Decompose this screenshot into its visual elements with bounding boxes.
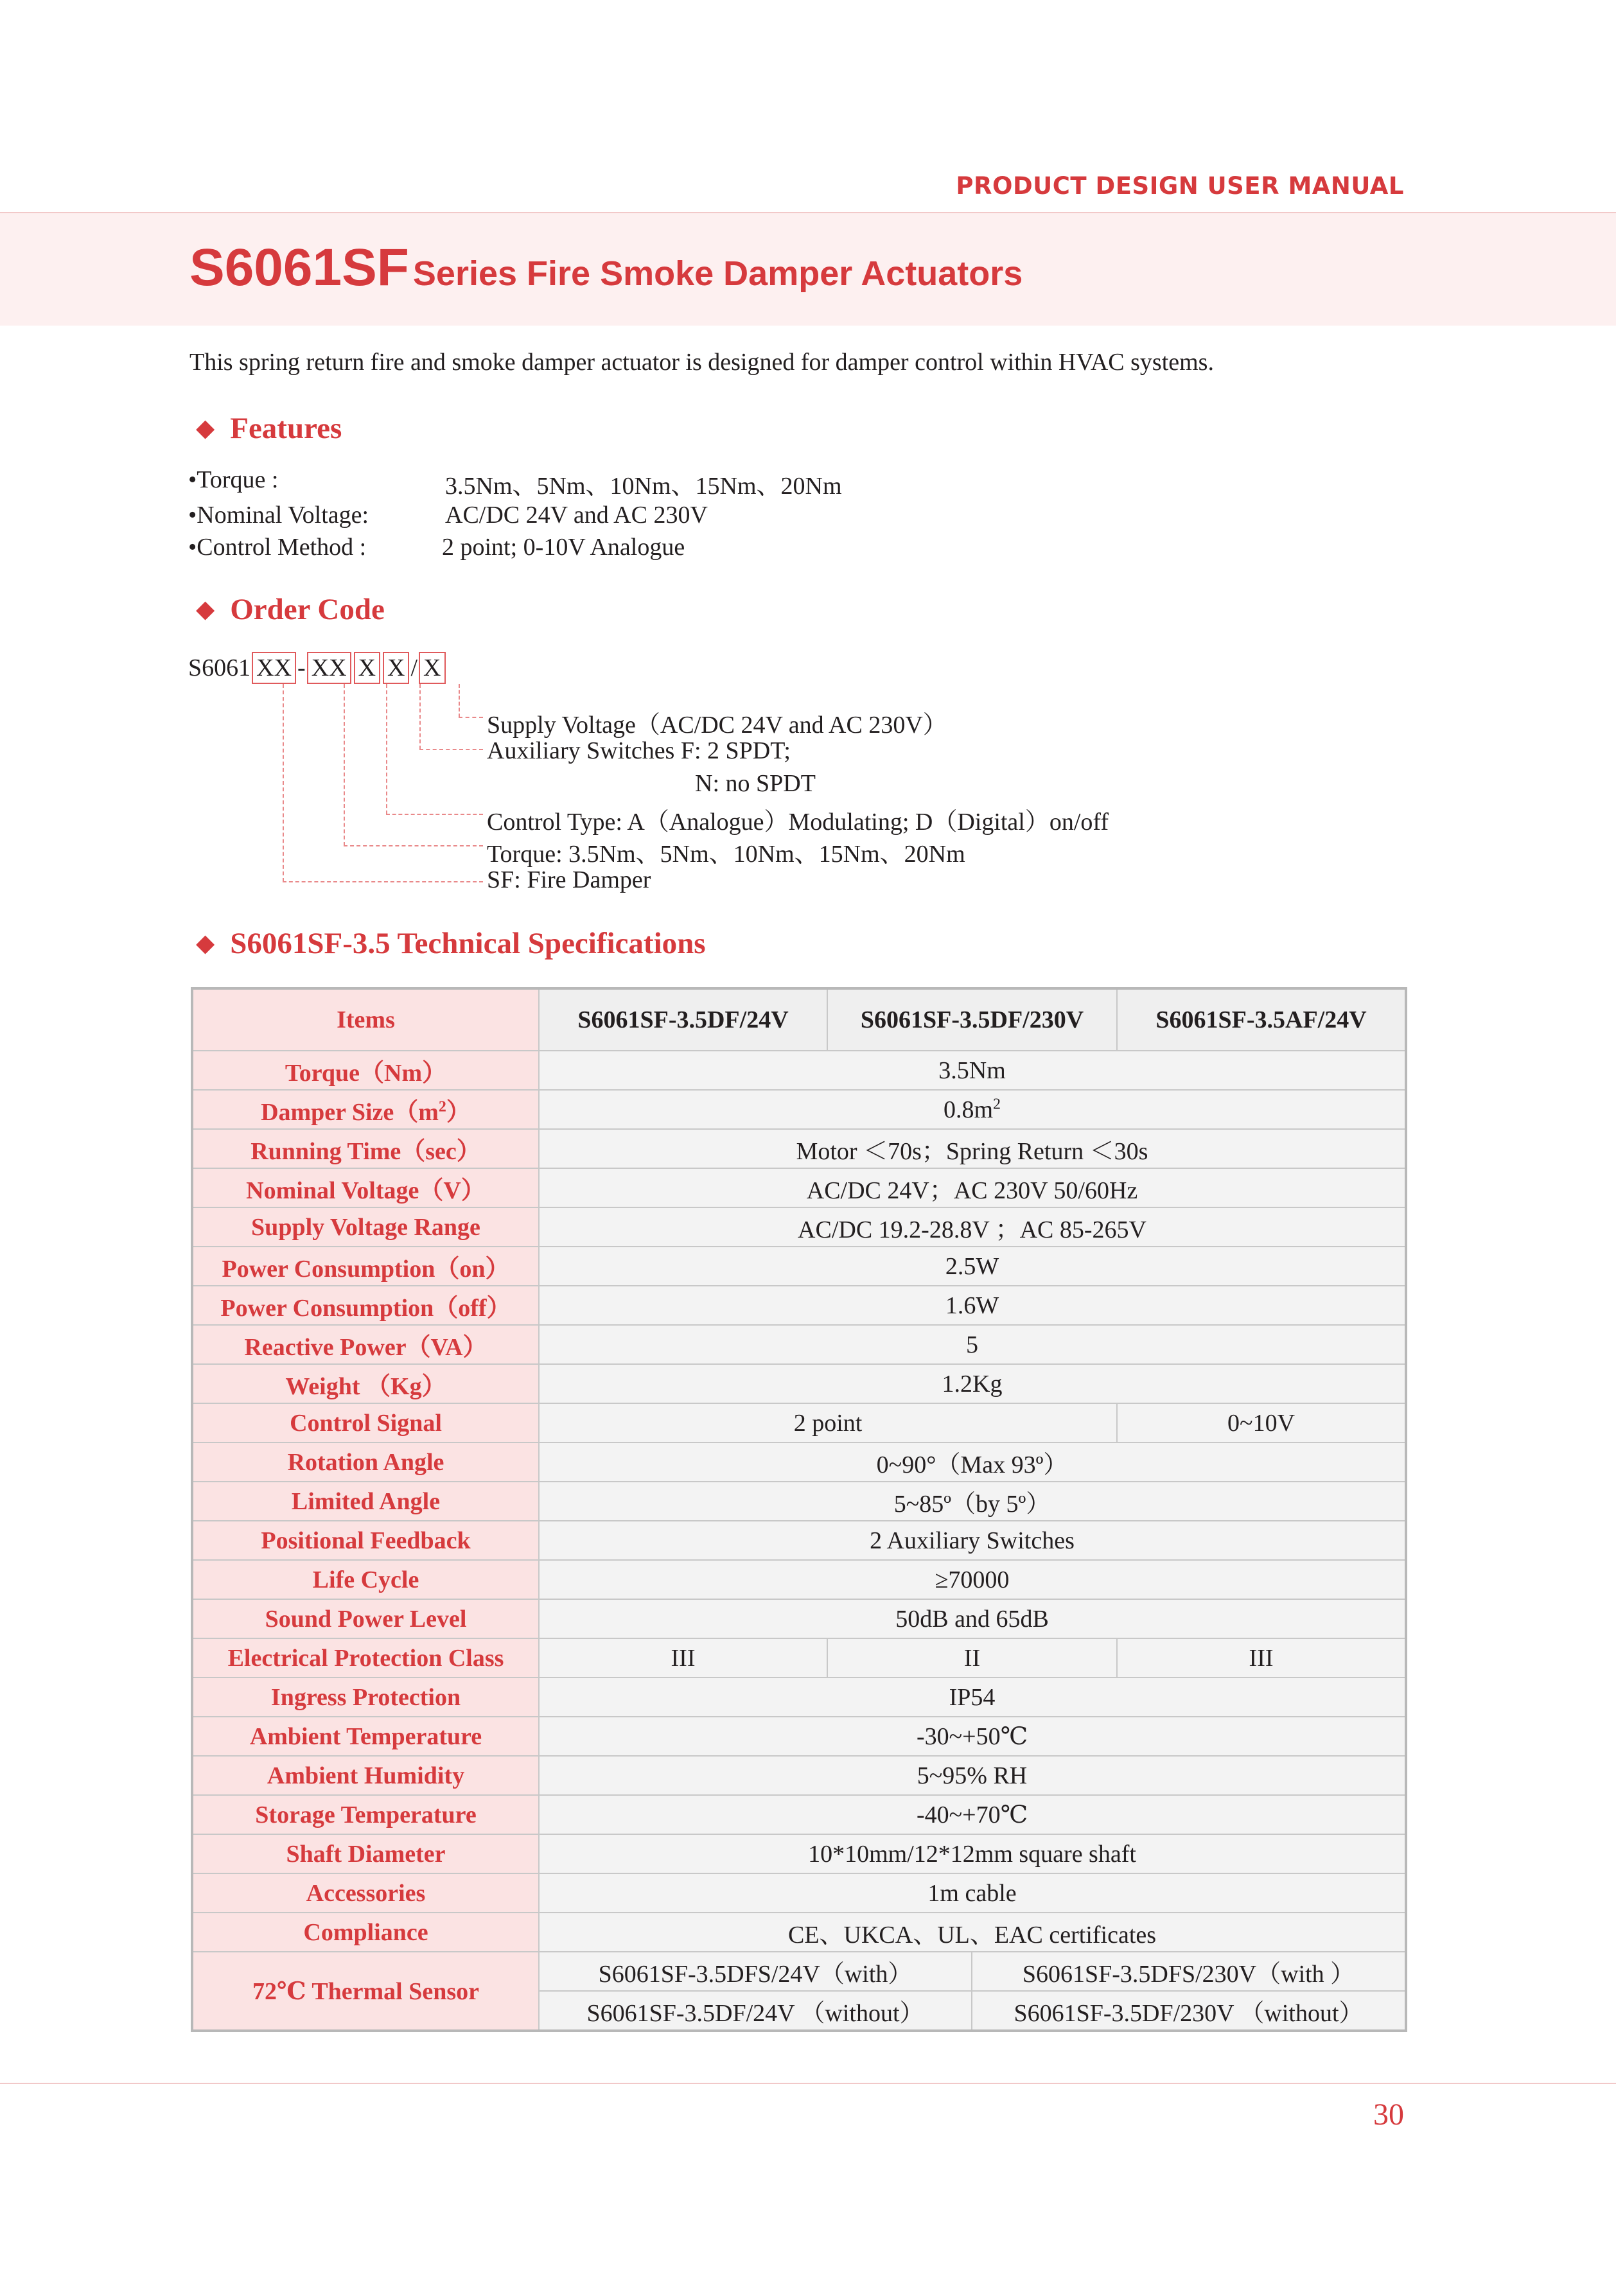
table-row xyxy=(192,1403,1406,1442)
table-row xyxy=(192,1090,1406,1129)
features-heading xyxy=(196,411,342,446)
row-value: 3.5Nm xyxy=(539,1051,1406,1090)
row-label: Ambient Humidity xyxy=(192,1756,539,1795)
intro-text: This spring return fire and smoke damper actuator is designed for damper control within HVAC systems. xyxy=(189,349,1214,376)
row-value: IP54 xyxy=(539,1678,1406,1717)
table-row xyxy=(192,1599,1406,1638)
row-value: 1.2Kg xyxy=(539,1364,1406,1403)
order-code-prefix: S6061 xyxy=(188,654,251,681)
row-value: 1m cable xyxy=(539,1873,1406,1913)
connector-line xyxy=(459,717,483,718)
row-value: 5~95% RH xyxy=(539,1756,1406,1795)
row-value: 5 xyxy=(539,1325,1406,1364)
row-label: Nominal Voltage（V） xyxy=(192,1168,539,1207)
row-value: CE、UKCA、UL、EAC certificates xyxy=(539,1913,1406,1952)
order-code-separator: - xyxy=(297,654,306,681)
page-number: 30 xyxy=(1373,2098,1404,2132)
table-row xyxy=(192,1521,1406,1560)
manual-label: PRODUCT DESIGN USER MANUAL xyxy=(956,172,1404,200)
row-value: -30~+50℃ xyxy=(539,1717,1406,1756)
diamond-bullet-icon: ◆ xyxy=(196,415,215,442)
order-code-desc: Auxiliary Switches F: 2 SPDT; xyxy=(487,737,791,764)
row-value: 50dB and 65dB xyxy=(539,1599,1406,1638)
table-row xyxy=(192,1834,1406,1873)
table-row xyxy=(192,1795,1406,1834)
row-label: Accessories xyxy=(192,1873,539,1913)
row-label xyxy=(192,1090,539,1129)
row-value-sup: 2 xyxy=(993,1095,1001,1112)
row-value: -40~+70℃ xyxy=(539,1795,1406,1834)
connector-line xyxy=(386,814,483,815)
table-row xyxy=(192,1560,1406,1599)
order-code-box: X xyxy=(354,652,380,684)
row-value: 0~90°（Max 93º） xyxy=(539,1442,1406,1482)
row-value: 2 point xyxy=(539,1403,1117,1442)
title-series: Series Fire Smoke Damper Actuators xyxy=(412,254,1023,293)
row-value: S6061SF-3.5DFS/24V（with） xyxy=(539,1952,972,1991)
row-label: Power Consumption（off） xyxy=(192,1286,539,1325)
order-code-desc: Supply Voltage（AC/DC 24V and AC 230V） xyxy=(487,712,947,739)
feature-label: •Control Method : xyxy=(188,534,367,561)
row-label: Positional Feedback xyxy=(192,1521,539,1560)
table-row xyxy=(192,1286,1406,1325)
features-heading-text: Features xyxy=(230,412,342,445)
table-row xyxy=(192,1442,1406,1482)
row-label: Ingress Protection xyxy=(192,1678,539,1717)
row-label: Shaft Diameter xyxy=(192,1834,539,1873)
row-label: Weight （Kg） xyxy=(192,1364,539,1403)
row-value: AC/DC 24V；AC 230V 50/60Hz xyxy=(539,1168,1406,1207)
row-label: Ambient Temperature xyxy=(192,1717,539,1756)
connector-line xyxy=(283,881,483,882)
table-header-row xyxy=(192,988,1406,1051)
row-label-text: Damper Size（m xyxy=(261,1099,439,1126)
page-title xyxy=(189,238,1023,298)
row-label-end: ） xyxy=(446,1099,471,1126)
table-row xyxy=(192,1913,1406,1952)
row-label: Supply Voltage Range xyxy=(192,1207,539,1247)
row-label: Reactive Power（VA） xyxy=(192,1325,539,1364)
row-label: Life Cycle xyxy=(192,1560,539,1599)
connector-line xyxy=(419,749,483,750)
row-label: Sound Power Level xyxy=(192,1599,539,1638)
row-value: 2 Auxiliary Switches xyxy=(539,1521,1406,1560)
table-row xyxy=(192,1364,1406,1403)
row-value: ≥70000 xyxy=(539,1560,1406,1599)
row-value: III xyxy=(539,1638,827,1678)
order-code-separator: / xyxy=(410,654,418,681)
feature-row xyxy=(188,501,959,533)
order-code-desc: N: no SPDT xyxy=(695,770,816,797)
row-label: Compliance xyxy=(192,1913,539,1952)
table-row xyxy=(192,1678,1406,1717)
connector-line xyxy=(459,684,460,717)
title-model: S6061SF xyxy=(189,238,409,297)
header-col3: S6061SF-3.5AF/24V xyxy=(1117,988,1406,1051)
feature-value: 2 point; 0-10V Analogue xyxy=(442,534,685,561)
table-row xyxy=(192,1247,1406,1286)
row-value: III xyxy=(1117,1638,1406,1678)
row-value: Motor ＜70s；Spring Return ＜30s xyxy=(539,1129,1406,1168)
connector-line xyxy=(344,845,483,846)
order-code-box: X xyxy=(419,652,445,684)
row-label: Limited Angle xyxy=(192,1482,539,1521)
table-row xyxy=(192,1952,1406,1991)
order-code-desc: Control Type: A（Analogue）Modulating; D（Digital）on/off xyxy=(487,809,1109,836)
row-value-text: 0.8m xyxy=(943,1096,994,1123)
row-label: Rotation Angle xyxy=(192,1442,539,1482)
row-value: S6061SF-3.5DFS/230V（with ） xyxy=(972,1952,1406,1991)
order-code-box: XX xyxy=(307,652,351,684)
order-code-pattern xyxy=(188,652,447,684)
row-value: 5~85º（by 5º） xyxy=(539,1482,1406,1521)
row-label: 72℃ Thermal Sensor xyxy=(192,1952,539,2031)
order-code-desc: SF: Fire Damper xyxy=(487,866,651,893)
connector-line xyxy=(283,684,284,882)
footer-divider xyxy=(0,2083,1616,2084)
row-label: Torque（Nm） xyxy=(192,1051,539,1090)
feature-label: •Torque : xyxy=(188,466,279,493)
row-value: AC/DC 19.2-28.8V ；AC 85-265V xyxy=(539,1207,1406,1247)
table-row xyxy=(192,1756,1406,1795)
row-value: II xyxy=(827,1638,1117,1678)
table-row xyxy=(192,1638,1406,1678)
specs-heading xyxy=(196,926,706,961)
row-value: 0~10V xyxy=(1117,1403,1406,1442)
row-label: Power Consumption（on） xyxy=(192,1247,539,1286)
header-col2: S6061SF-3.5DF/230V xyxy=(827,988,1117,1051)
row-value: 1.6W xyxy=(539,1286,1406,1325)
feature-value: 3.5Nm、5Nm、10Nm、15Nm、20Nm xyxy=(445,473,842,500)
connector-line xyxy=(419,684,421,749)
row-label: Storage Temperature xyxy=(192,1795,539,1834)
specs-heading-text: S6061SF-3.5 Technical Specifications xyxy=(230,927,706,960)
row-label: Control Signal xyxy=(192,1403,539,1442)
row-value xyxy=(539,1090,1406,1129)
header-items: Items xyxy=(192,988,539,1051)
header-col1: S6061SF-3.5DF/24V xyxy=(539,988,827,1051)
order-code-heading-text: Order Code xyxy=(230,593,385,626)
order-code-box: XX xyxy=(252,652,296,684)
row-label-sup: 2 xyxy=(438,1098,446,1116)
connector-line xyxy=(344,684,345,846)
order-code-heading xyxy=(196,592,385,627)
row-value: 2.5W xyxy=(539,1247,1406,1286)
feature-row xyxy=(188,466,959,498)
table-row xyxy=(192,1325,1406,1364)
table-row xyxy=(192,1129,1406,1168)
row-label: Running Time（sec） xyxy=(192,1129,539,1168)
spec-table xyxy=(191,987,1407,2032)
row-value: S6061SF-3.5DF/24V （without） xyxy=(539,1991,972,2031)
table-row xyxy=(192,1717,1406,1756)
table-row xyxy=(192,1168,1406,1207)
connector-line xyxy=(386,684,387,814)
row-value: S6061SF-3.5DF/230V （without） xyxy=(972,1991,1406,2031)
row-value: 10*10mm/12*12mm square shaft xyxy=(539,1834,1406,1873)
feature-label: •Nominal Voltage: xyxy=(188,502,369,529)
table-row xyxy=(192,1207,1406,1247)
diamond-bullet-icon: ◆ xyxy=(196,930,215,957)
feature-row xyxy=(188,533,959,565)
row-label: Electrical Protection Class xyxy=(192,1638,539,1678)
order-code-desc: Torque: 3.5Nm、5Nm、10Nm、15Nm、20Nm xyxy=(487,841,965,868)
order-code-box: X xyxy=(383,652,409,684)
table-row xyxy=(192,1051,1406,1090)
table-row xyxy=(192,1482,1406,1521)
feature-value: AC/DC 24V and AC 230V xyxy=(445,502,708,529)
table-row xyxy=(192,1873,1406,1913)
diamond-bullet-icon: ◆ xyxy=(196,596,215,623)
